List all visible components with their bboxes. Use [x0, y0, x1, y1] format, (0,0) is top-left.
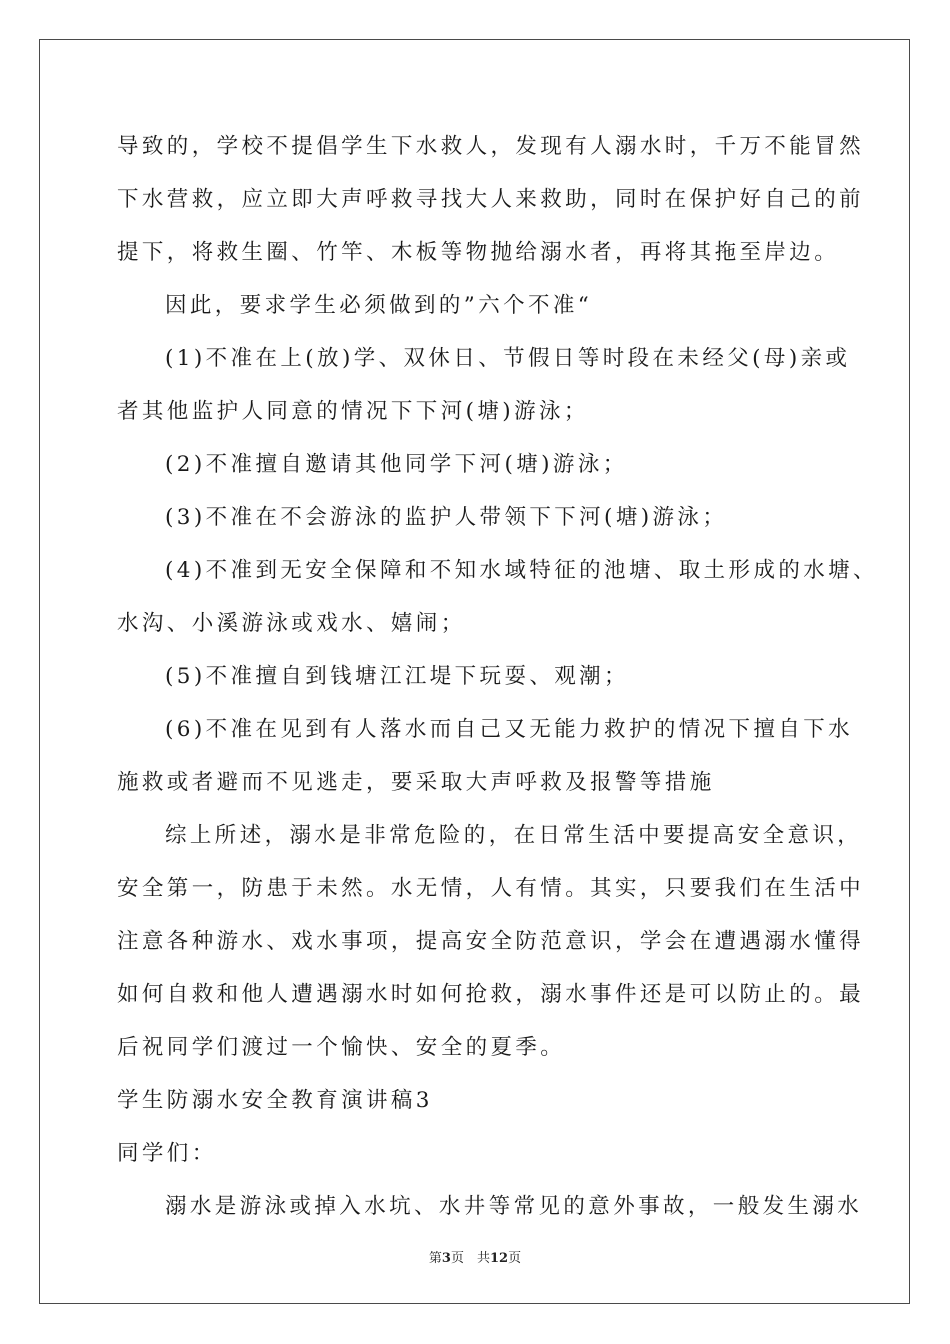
text-line: 后祝同学们渡过一个愉快、安全的夏季。 — [117, 1035, 566, 1060]
text-line: (6)不准在见到有人落水而自己又无能力救护的情况下擅自下水 — [165, 717, 854, 742]
page-footer — [0, 1247, 950, 1266]
page-label-mid: 页 共 — [450, 1251, 490, 1266]
text-line: 导致的，学校不提倡学生下水救人，发现有人溺水时，千万不能冒然 — [117, 134, 865, 159]
text-line: 因此，要求学生必须做到的”六个不准“ — [165, 293, 593, 318]
text-line: 提下，将救生圈、竹竿、木板等物抛给溺水者，再将其拖至岸边。 — [117, 240, 840, 265]
text-line: 安全第一，防患于未然。水无情，人有情。其实，只要我们在生活中 — [117, 876, 865, 901]
text-line: (3)不准在不会游泳的监护人带领下下河(塘)游泳； — [165, 505, 728, 530]
text-line: 溺水是游泳或掉入水坑、水井等常见的意外事故，一般发生溺水 — [165, 1194, 863, 1219]
text-line: (2)不准擅自邀请其他同学下河(塘)游泳； — [165, 452, 628, 477]
text-line: 如何自救和他人遭遇溺水时如何抢救，溺水事件还是可以防止的。最 — [117, 982, 865, 1007]
page-label-post: 页 — [508, 1251, 522, 1266]
text-line: 下水营救，应立即大声呼救寻找大人来救助，同时在保护好自己的前 — [117, 187, 865, 212]
text-line: 者其他监护人同意的情况下下河(塘)游泳； — [117, 399, 589, 424]
text-line: 施救或者避而不见逃走，要采取大声呼救及报警等措施 — [117, 770, 715, 795]
text-line: 注意各种游水、戏水事项，提高安全防范意识，学会在遭遇溺水懂得 — [117, 929, 865, 954]
page-label-pre: 第 — [428, 1251, 442, 1266]
text-line: (1)不准在上(放)学、双休日、节假日等时段在未经父(母)亲或 — [165, 346, 851, 371]
salutation: 同学们： — [117, 1141, 217, 1166]
text-line: (4)不准到无安全保障和不知水域特征的池塘、取土形成的水塘、 — [165, 558, 878, 583]
text-line: 水沟、小溪游泳或戏水、嬉闹； — [117, 611, 466, 636]
section-heading: 学生防溺水安全教育演讲稿3 — [117, 1088, 433, 1113]
current-page-number: 3 — [441, 1251, 451, 1266]
text-line: (5)不准擅自到钱塘江江堤下玩耍、观潮； — [165, 664, 629, 689]
text-line: 综上所述，溺水是非常危险的，在日常生活中要提高安全意识， — [165, 823, 863, 848]
total-page-number: 12 — [489, 1251, 509, 1266]
